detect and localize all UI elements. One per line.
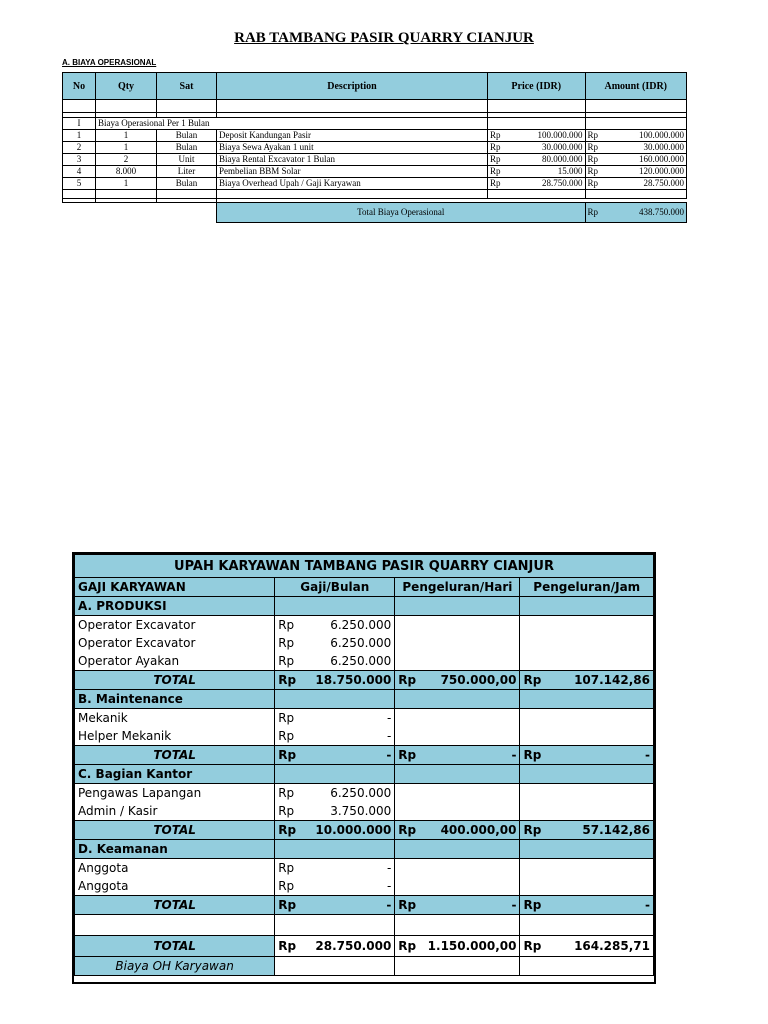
employee-label: Helper Mekanik <box>75 727 275 746</box>
cell-currency: Rp <box>488 154 515 166</box>
currency: Rp <box>275 709 313 728</box>
table-row <box>63 154 687 166</box>
cell-currency: Rp <box>488 142 515 154</box>
grand-total-sublabel-row <box>75 957 654 976</box>
total-row <box>63 203 687 223</box>
cell-description: Deposit Kandungan Pasir <box>217 130 488 142</box>
total-amount: 438.750.000 <box>612 203 687 223</box>
total-jam: 57.142,86 <box>554 821 654 840</box>
cell-amount: 30.000.000 <box>612 142 687 154</box>
total-bulan: - <box>312 746 394 765</box>
table-spacer-row <box>63 190 687 199</box>
cell-currency: Rp <box>488 166 515 178</box>
cell-currency: Rp <box>585 142 612 154</box>
wage-row <box>75 784 654 803</box>
salary-value: 6.250.000 <box>312 784 394 803</box>
cell-no: 3 <box>63 154 96 166</box>
currency: Rp <box>275 727 313 746</box>
section-name: A. PRODUKSI <box>75 597 275 616</box>
cell-sat: Bulan <box>157 142 217 154</box>
document-title: RAB TAMBANG PASIR QUARRY CIANJUR <box>234 30 534 46</box>
cell-price: 80.000.000 <box>514 154 585 166</box>
employee-label: Mekanik <box>75 709 275 728</box>
cell-qty: 1 <box>96 178 157 190</box>
total-jam: 107.142,86 <box>554 671 654 690</box>
currency: Rp <box>275 936 313 957</box>
section-total-row <box>75 746 654 765</box>
total-label: TOTAL <box>75 821 275 840</box>
table-header-row <box>63 73 687 100</box>
currency: Rp <box>275 877 313 896</box>
header-gaji-karyawan: GAJI KARYAWAN <box>75 578 275 597</box>
section-name: B. Maintenance <box>75 690 275 709</box>
grand-total-sublabel: Biaya OH Karyawan <box>75 957 275 976</box>
cell-qty: 1 <box>96 142 157 154</box>
cell-currency: Rp <box>488 178 515 190</box>
cell-currency: Rp <box>488 130 515 142</box>
currency: Rp <box>520 936 554 957</box>
header-pengeluaran-hari: Pengeluran/Hari <box>395 578 520 597</box>
section-row <box>75 840 654 859</box>
cell-price: 28.750.000 <box>514 178 585 190</box>
employee-label: Pengawas Lapangan <box>75 784 275 803</box>
employee-label: Anggota <box>75 877 275 896</box>
cell-no: 1 <box>63 130 96 142</box>
currency: Rp <box>275 634 313 652</box>
currency: Rp <box>520 896 554 915</box>
section-row <box>75 597 654 616</box>
wage-header-row <box>75 578 654 597</box>
salary-value: - <box>312 709 394 728</box>
operational-cost-table <box>62 72 687 223</box>
salary-value: 6.250.000 <box>312 634 394 652</box>
group-label: Biaya Operasional Per 1 Bulan <box>96 118 488 130</box>
table-row <box>63 178 687 190</box>
cell-no: 4 <box>63 166 96 178</box>
cell-currency: Rp <box>585 166 612 178</box>
cell-qty: 8.000 <box>96 166 157 178</box>
spacer-row <box>75 915 654 936</box>
cell-qty: 2 <box>96 154 157 166</box>
grand-total-bulan: 28.750.000 <box>312 936 394 957</box>
header-qty: Qty <box>96 73 157 100</box>
currency: Rp <box>275 802 313 821</box>
section-total-row <box>75 671 654 690</box>
salary-value: - <box>312 859 394 878</box>
total-currency: Rp <box>585 203 612 223</box>
total-label: Total Biaya Operasional <box>217 203 586 223</box>
grand-total-row <box>75 936 654 957</box>
cell-price: 30.000.000 <box>514 142 585 154</box>
table-row <box>63 142 687 154</box>
header-amount: Amount (IDR) <box>585 73 687 100</box>
cell-amount: 160.000.000 <box>612 154 687 166</box>
grand-total-label: TOTAL <box>75 936 275 957</box>
section-row <box>75 690 654 709</box>
section-name: D. Keamanan <box>75 840 275 859</box>
currency: Rp <box>275 784 313 803</box>
header-price: Price (IDR) <box>488 73 586 100</box>
salary-value: 6.250.000 <box>312 616 394 635</box>
grand-total-hari: 1.150.000,00 <box>425 936 520 957</box>
total-bulan: 10.000.000 <box>312 821 394 840</box>
cell-amount: 100.000.000 <box>612 130 687 142</box>
currency: Rp <box>275 671 313 690</box>
wage-row <box>75 616 654 635</box>
employee-label: Operator Ayakan <box>75 652 275 671</box>
total-hari: - <box>425 746 520 765</box>
currency: Rp <box>520 746 554 765</box>
total-bulan: 18.750.000 <box>312 671 394 690</box>
cell-currency: Rp <box>585 154 612 166</box>
employee-label: Operator Excavator <box>75 634 275 652</box>
total-hari: 750.000,00 <box>425 671 520 690</box>
group-no: I <box>63 118 96 130</box>
header-sat: Sat <box>157 73 217 100</box>
total-label: TOTAL <box>75 746 275 765</box>
total-jam: - <box>554 746 654 765</box>
header-gaji-bulan: Gaji/Bulan <box>275 578 395 597</box>
header-description: Description <box>217 73 488 100</box>
section-name: C. Bagian Kantor <box>75 765 275 784</box>
total-label: TOTAL <box>75 896 275 915</box>
currency: Rp <box>275 746 313 765</box>
section-total-row <box>75 821 654 840</box>
cell-description: Pembelian BBM Solar <box>217 166 488 178</box>
table-group-row <box>63 118 687 130</box>
employee-label: Anggota <box>75 859 275 878</box>
cell-no: 2 <box>63 142 96 154</box>
table-row <box>63 130 687 142</box>
employee-label: Operator Excavator <box>75 616 275 635</box>
total-jam: - <box>554 896 654 915</box>
cell-no: 5 <box>63 178 96 190</box>
currency: Rp <box>395 746 425 765</box>
currency: Rp <box>275 616 313 635</box>
grand-total-jam: 164.285,71 <box>554 936 654 957</box>
total-label: TOTAL <box>75 671 275 690</box>
currency: Rp <box>520 671 554 690</box>
cell-sat: Unit <box>157 154 217 166</box>
currency: Rp <box>395 896 425 915</box>
currency: Rp <box>275 821 313 840</box>
cell-sat: Bulan <box>157 130 217 142</box>
cell-currency: Rp <box>585 130 612 142</box>
cell-amount: 28.750.000 <box>612 178 687 190</box>
wage-row <box>75 859 654 878</box>
cell-sat: Bulan <box>157 178 217 190</box>
cell-currency: Rp <box>585 178 612 190</box>
cell-price: 15.000 <box>514 166 585 178</box>
wage-table-title: UPAH KARYAWAN TAMBANG PASIR QUARRY CIANJUR <box>75 555 654 578</box>
table-spacer-row <box>63 100 687 113</box>
cell-sat: Liter <box>157 166 217 178</box>
cell-description: Biaya Overhead Upah / Gaji Karyawan <box>217 178 488 190</box>
currency: Rp <box>395 671 425 690</box>
currency: Rp <box>275 652 313 671</box>
wage-row <box>75 709 654 728</box>
salary-value: 6.250.000 <box>312 652 394 671</box>
salary-value: 3.750.000 <box>312 802 394 821</box>
section-heading: A. BIAYA OPERASIONAL <box>62 58 157 67</box>
header-pengeluaran-jam: Pengeluran/Jam <box>520 578 654 597</box>
cell-description: Biaya Rental Excavator 1 Bulan <box>217 154 488 166</box>
currency: Rp <box>395 936 425 957</box>
cell-amount: 120.000.000 <box>612 166 687 178</box>
section-total-row <box>75 896 654 915</box>
total-hari: - <box>425 896 520 915</box>
total-bulan: - <box>312 896 394 915</box>
salary-value: - <box>312 727 394 746</box>
total-hari: 400.000,00 <box>425 821 520 840</box>
header-no: No <box>63 73 96 100</box>
employee-label: Admin / Kasir <box>75 802 275 821</box>
employee-wage-table <box>72 552 656 984</box>
currency: Rp <box>520 821 554 840</box>
currency: Rp <box>275 859 313 878</box>
currency: Rp <box>275 896 313 915</box>
cell-description: Biaya Sewa Ayakan 1 unit <box>217 142 488 154</box>
salary-value: - <box>312 877 394 896</box>
cell-qty: 1 <box>96 130 157 142</box>
cell-price: 100.000.000 <box>514 130 585 142</box>
currency: Rp <box>395 821 425 840</box>
section-row <box>75 765 654 784</box>
table-row <box>63 166 687 178</box>
